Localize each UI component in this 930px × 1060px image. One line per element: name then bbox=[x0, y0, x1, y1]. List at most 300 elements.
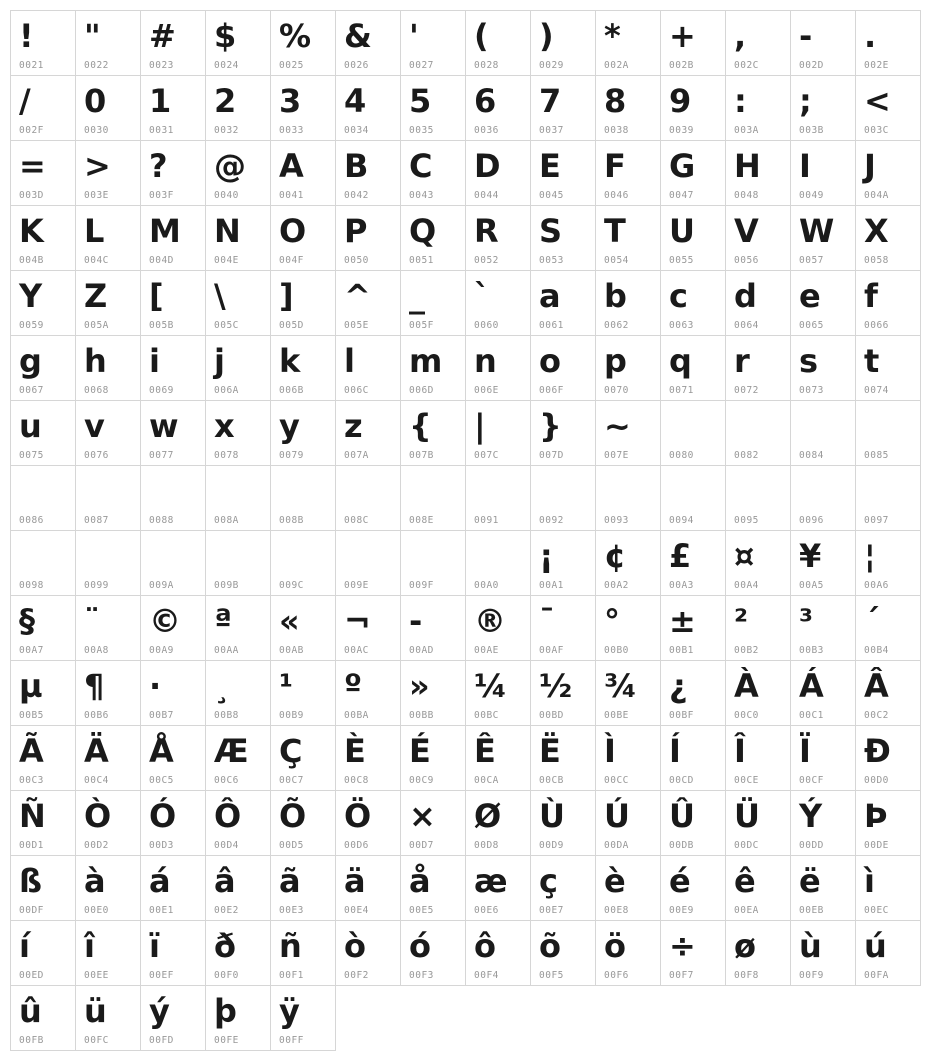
glyph-cell-0043 bbox=[401, 141, 466, 206]
codepoint-label: 004E bbox=[214, 255, 239, 266]
glyph-character: Ö bbox=[344, 797, 371, 835]
glyph-cell-0053 bbox=[531, 206, 596, 271]
codepoint-label: 00DC bbox=[734, 840, 759, 851]
codepoint-label: 0085 bbox=[864, 450, 889, 461]
glyph-cell-00F3 bbox=[401, 921, 466, 986]
glyph-cell-0097 bbox=[856, 466, 921, 531]
glyph-cell-00C2 bbox=[856, 661, 921, 726]
glyph-character: ó bbox=[409, 927, 431, 965]
codepoint-label: 00D5 bbox=[279, 840, 304, 851]
glyph-cell-0085 bbox=[856, 401, 921, 466]
glyph-cell-006C bbox=[336, 336, 401, 401]
codepoint-label: 008A bbox=[214, 515, 239, 526]
glyph-character: ¢ bbox=[604, 537, 626, 575]
codepoint-label: 0025 bbox=[279, 60, 304, 71]
glyph-character: ñ bbox=[279, 927, 302, 965]
glyph-character: Ó bbox=[149, 797, 176, 835]
codepoint-label: 0027 bbox=[409, 60, 434, 71]
glyph-cell-00F1 bbox=[271, 921, 336, 986]
codepoint-label: 00C2 bbox=[864, 710, 889, 721]
codepoint-label: 00D2 bbox=[84, 840, 109, 851]
glyph-cell-00D6 bbox=[336, 791, 401, 856]
glyph-cell-0051 bbox=[401, 206, 466, 271]
codepoint-label: 0075 bbox=[19, 450, 44, 461]
glyph-cell-0035 bbox=[401, 76, 466, 141]
codepoint-label: 00BF bbox=[669, 710, 694, 721]
glyph-character: b bbox=[604, 277, 627, 315]
glyph-cell-002E bbox=[856, 11, 921, 76]
codepoint-label: 00DD bbox=[799, 840, 824, 851]
codepoint-label: 0048 bbox=[734, 190, 759, 201]
codepoint-label: 006C bbox=[344, 385, 369, 396]
glyph-cell-00A6 bbox=[856, 531, 921, 596]
codepoint-label: 00CC bbox=[604, 775, 629, 786]
codepoint-label: 003C bbox=[864, 125, 889, 136]
glyph-cell-006A bbox=[206, 336, 271, 401]
glyph-cell-00BB bbox=[401, 661, 466, 726]
glyph-character: : bbox=[734, 82, 747, 120]
glyph-cell-0059 bbox=[11, 271, 76, 336]
glyph-character bbox=[279, 468, 333, 514]
codepoint-label: 00A2 bbox=[604, 580, 629, 591]
glyph-character: E bbox=[539, 147, 561, 185]
codepoint-label: 00DE bbox=[864, 840, 889, 851]
codepoint-label: 00B5 bbox=[19, 710, 44, 721]
glyph-character bbox=[799, 403, 853, 449]
codepoint-label: 002F bbox=[19, 125, 44, 136]
glyph-cell-005D bbox=[271, 271, 336, 336]
glyph-character: m bbox=[409, 342, 442, 380]
glyph-cell-005B bbox=[141, 271, 206, 336]
codepoint-label: 00D4 bbox=[214, 840, 239, 851]
codepoint-label: 0078 bbox=[214, 450, 239, 461]
glyph-cell-00FC bbox=[76, 986, 141, 1051]
glyph-character: Ë bbox=[539, 732, 561, 770]
glyph-character: G bbox=[669, 147, 695, 185]
codepoint-label: 00C0 bbox=[734, 710, 759, 721]
glyph-character: h bbox=[84, 342, 107, 380]
glyph-character: n bbox=[474, 342, 497, 380]
glyph-character: ¾ bbox=[604, 667, 637, 705]
glyph-cell-0072 bbox=[726, 336, 791, 401]
glyph-cell-00DA bbox=[596, 791, 661, 856]
glyph-character: Ã bbox=[19, 732, 44, 770]
glyph-character: # bbox=[149, 17, 176, 55]
glyph-cell-00D7 bbox=[401, 791, 466, 856]
glyph-character: o bbox=[539, 342, 561, 380]
glyph-character: e bbox=[799, 277, 821, 315]
glyph-character: Q bbox=[409, 212, 436, 250]
glyph-cell-00BA bbox=[336, 661, 401, 726]
glyph-cell-00E7 bbox=[531, 856, 596, 921]
codepoint-label: 00B1 bbox=[669, 645, 694, 656]
glyph-cell-00BC bbox=[466, 661, 531, 726]
glyph-cell-0054 bbox=[596, 206, 661, 271]
glyph-character: > bbox=[84, 147, 111, 185]
glyph-character: ö bbox=[604, 927, 626, 965]
glyph-character: ü bbox=[84, 992, 107, 1030]
codepoint-label: 009E bbox=[344, 580, 369, 591]
glyph-cell-0073 bbox=[791, 336, 856, 401]
glyph-cell-0049 bbox=[791, 141, 856, 206]
glyph-cell-0062 bbox=[596, 271, 661, 336]
codepoint-label: 002D bbox=[799, 60, 824, 71]
glyph-character: i bbox=[149, 342, 160, 380]
codepoint-label: 00AC bbox=[344, 645, 369, 656]
glyph-cell-0078 bbox=[206, 401, 271, 466]
glyph-character: ø bbox=[734, 927, 756, 965]
codepoint-label: 00A6 bbox=[864, 580, 889, 591]
glyph-character bbox=[344, 533, 398, 579]
glyph-cell-008C bbox=[336, 466, 401, 531]
glyph-cell-00E4 bbox=[336, 856, 401, 921]
glyph-cell-0080 bbox=[661, 401, 726, 466]
codepoint-label: 0043 bbox=[409, 190, 434, 201]
codepoint-label: 007B bbox=[409, 450, 434, 461]
codepoint-label: 00F1 bbox=[279, 970, 304, 981]
codepoint-label: 0054 bbox=[604, 255, 629, 266]
glyph-cell-00C8 bbox=[336, 726, 401, 791]
glyph-character: ¿ bbox=[669, 667, 688, 705]
codepoint-label: 00A3 bbox=[669, 580, 694, 591]
glyph-cell-00A4 bbox=[726, 531, 791, 596]
glyph-character: ¶ bbox=[84, 667, 104, 705]
glyph-character bbox=[84, 468, 138, 514]
glyph-character: Ò bbox=[84, 797, 111, 835]
glyph-character: ¦ bbox=[864, 537, 876, 575]
codepoint-label: 00F3 bbox=[409, 970, 434, 981]
codepoint-label: 00B6 bbox=[84, 710, 109, 721]
glyph-character: - bbox=[409, 602, 422, 640]
glyph-character: / bbox=[19, 82, 31, 120]
glyph-cell-00D2 bbox=[76, 791, 141, 856]
codepoint-label: 00C4 bbox=[84, 775, 109, 786]
codepoint-label: 00D3 bbox=[149, 840, 174, 851]
glyph-character: ÷ bbox=[669, 927, 696, 965]
glyph-cell-00B5 bbox=[11, 661, 76, 726]
glyph-character: + bbox=[669, 17, 696, 55]
codepoint-label: 0037 bbox=[539, 125, 564, 136]
codepoint-label: 0065 bbox=[799, 320, 824, 331]
codepoint-label: 00BA bbox=[344, 710, 369, 721]
codepoint-label: 0069 bbox=[149, 385, 174, 396]
glyph-character: C bbox=[409, 147, 432, 185]
glyph-character: ± bbox=[669, 602, 696, 640]
glyph-cell-006B bbox=[271, 336, 336, 401]
codepoint-label: 0088 bbox=[149, 515, 174, 526]
codepoint-label: 00AE bbox=[474, 645, 499, 656]
glyph-cell-0031 bbox=[141, 76, 206, 141]
glyph-character: ï bbox=[149, 927, 160, 965]
glyph-character: ¸ bbox=[214, 667, 230, 705]
codepoint-label: 003A bbox=[734, 125, 759, 136]
glyph-cell-0098 bbox=[11, 531, 76, 596]
glyph-character: - bbox=[799, 17, 812, 55]
glyph-cell-00F5 bbox=[531, 921, 596, 986]
codepoint-label: 00BC bbox=[474, 710, 499, 721]
glyph-cell-0056 bbox=[726, 206, 791, 271]
glyph-cell-0075 bbox=[11, 401, 76, 466]
glyph-cell-0025 bbox=[271, 11, 336, 76]
codepoint-label: 0099 bbox=[84, 580, 109, 591]
codepoint-label: 00B0 bbox=[604, 645, 629, 656]
glyph-cell-00AB bbox=[271, 596, 336, 661]
codepoint-label: 00D0 bbox=[864, 775, 889, 786]
glyph-character: { bbox=[409, 407, 432, 445]
glyph-cell-007B bbox=[401, 401, 466, 466]
glyph-cell-0096 bbox=[791, 466, 856, 531]
glyph-cell-00D8 bbox=[466, 791, 531, 856]
glyph-character: ; bbox=[799, 82, 812, 120]
glyph-character: µ bbox=[19, 667, 43, 705]
codepoint-label: 004C bbox=[84, 255, 109, 266]
codepoint-label: 007D bbox=[539, 450, 564, 461]
glyph-character: è bbox=[604, 862, 626, 900]
codepoint-label: 0074 bbox=[864, 385, 889, 396]
codepoint-label: 008C bbox=[344, 515, 369, 526]
glyph-character bbox=[19, 468, 73, 514]
glyph-character: í bbox=[19, 927, 30, 965]
glyph-character: v bbox=[84, 407, 105, 445]
codepoint-label: 00A1 bbox=[539, 580, 564, 591]
glyph-character: ¹ bbox=[279, 667, 293, 705]
codepoint-label: 00FD bbox=[149, 1035, 174, 1046]
glyph-character bbox=[19, 533, 73, 579]
glyph-character: Ø bbox=[474, 797, 501, 835]
codepoint-label: 0051 bbox=[409, 255, 434, 266]
glyph-cell-006D bbox=[401, 336, 466, 401]
codepoint-label: 0071 bbox=[669, 385, 694, 396]
glyph-character: Û bbox=[669, 797, 695, 835]
codepoint-label: 00A8 bbox=[84, 645, 109, 656]
glyph-character: É bbox=[409, 732, 431, 770]
glyph-table bbox=[10, 10, 921, 1051]
glyph-cell-0021 bbox=[11, 11, 76, 76]
codepoint-label: 005C bbox=[214, 320, 239, 331]
glyph-cell-0023 bbox=[141, 11, 206, 76]
codepoint-label: 0040 bbox=[214, 190, 239, 201]
codepoint-label: 002C bbox=[734, 60, 759, 71]
codepoint-label: 0039 bbox=[669, 125, 694, 136]
glyph-cell-00AA bbox=[206, 596, 271, 661]
codepoint-label: 00DF bbox=[19, 905, 44, 916]
glyph-character: 6 bbox=[474, 82, 496, 120]
glyph-character: L bbox=[84, 212, 104, 250]
glyph-cell-0022 bbox=[76, 11, 141, 76]
glyph-character: x bbox=[214, 407, 235, 445]
glyph-cell-0026 bbox=[336, 11, 401, 76]
glyph-character: È bbox=[344, 732, 366, 770]
glyph-character: 0 bbox=[84, 82, 106, 120]
glyph-cell-00C0 bbox=[726, 661, 791, 726]
glyph-cell-007E bbox=[596, 401, 661, 466]
glyph-cell-0070 bbox=[596, 336, 661, 401]
glyph-cell-0088 bbox=[141, 466, 206, 531]
glyph-character: ¨ bbox=[84, 602, 100, 640]
glyph-cell-00ED bbox=[11, 921, 76, 986]
glyph-cell-008A bbox=[206, 466, 271, 531]
codepoint-label: 007C bbox=[474, 450, 499, 461]
glyph-cell-0047 bbox=[661, 141, 726, 206]
glyph-cell-0086 bbox=[11, 466, 76, 531]
glyph-cell-00D9 bbox=[531, 791, 596, 856]
glyph-character: º bbox=[344, 667, 362, 705]
glyph-character: ` bbox=[474, 277, 490, 315]
glyph-cell-0074 bbox=[856, 336, 921, 401]
codepoint-label: 003D bbox=[19, 190, 44, 201]
glyph-character: [ bbox=[149, 277, 164, 315]
glyph-cell-0055 bbox=[661, 206, 726, 271]
glyph-character bbox=[214, 533, 268, 579]
glyph-cell-009F bbox=[401, 531, 466, 596]
glyph-character bbox=[409, 468, 463, 514]
glyph-cell-00D4 bbox=[206, 791, 271, 856]
codepoint-label: 009F bbox=[409, 580, 434, 591]
codepoint-label: 00F7 bbox=[669, 970, 694, 981]
glyph-character bbox=[734, 403, 788, 449]
glyph-character: . bbox=[864, 17, 876, 55]
glyph-cell-00C1 bbox=[791, 661, 856, 726]
glyph-character: & bbox=[344, 17, 372, 55]
glyph-character: w bbox=[149, 407, 179, 445]
glyph-cell-00DC bbox=[726, 791, 791, 856]
glyph-cell-0042 bbox=[336, 141, 401, 206]
codepoint-label: 004B bbox=[19, 255, 44, 266]
codepoint-label: 0035 bbox=[409, 125, 434, 136]
glyph-character: ( bbox=[474, 17, 489, 55]
glyph-character: © bbox=[149, 602, 181, 640]
codepoint-label: 0046 bbox=[604, 190, 629, 201]
glyph-character: å bbox=[409, 862, 431, 900]
glyph-cell-00E1 bbox=[141, 856, 206, 921]
glyph-cell-00D0 bbox=[856, 726, 921, 791]
glyph-cell-00DF bbox=[11, 856, 76, 921]
glyph-character: Ì bbox=[604, 732, 616, 770]
codepoint-label: 00C8 bbox=[344, 775, 369, 786]
glyph-character: U bbox=[669, 212, 695, 250]
glyph-character: ÿ bbox=[279, 992, 300, 1030]
glyph-character: J bbox=[864, 147, 876, 185]
glyph-character: r bbox=[734, 342, 750, 380]
glyph-cell-00D5 bbox=[271, 791, 336, 856]
glyph-cell-00A5 bbox=[791, 531, 856, 596]
glyph-cell-0061 bbox=[531, 271, 596, 336]
glyph-cell-00C5 bbox=[141, 726, 206, 791]
glyph-character: W bbox=[799, 212, 834, 250]
codepoint-label: 0030 bbox=[84, 125, 109, 136]
codepoint-label: 00C3 bbox=[19, 775, 44, 786]
codepoint-label: 0079 bbox=[279, 450, 304, 461]
codepoint-label: 009C bbox=[279, 580, 304, 591]
glyph-cell-0041 bbox=[271, 141, 336, 206]
codepoint-label: 007A bbox=[344, 450, 369, 461]
glyph-character: ° bbox=[604, 602, 620, 640]
glyph-cell-0066 bbox=[856, 271, 921, 336]
glyph-character: × bbox=[409, 797, 436, 835]
glyph-cell-00E2 bbox=[206, 856, 271, 921]
codepoint-label: 0050 bbox=[344, 255, 369, 266]
codepoint-label: 0038 bbox=[604, 125, 629, 136]
glyph-character: Á bbox=[799, 667, 824, 705]
glyph-character: , bbox=[734, 17, 746, 55]
codepoint-label: 0077 bbox=[149, 450, 174, 461]
glyph-cell-008E bbox=[401, 466, 466, 531]
glyph-cell-009E bbox=[336, 531, 401, 596]
glyph-cell-0064 bbox=[726, 271, 791, 336]
glyph-character bbox=[214, 468, 268, 514]
codepoint-label: 0073 bbox=[799, 385, 824, 396]
glyph-cell-00CF bbox=[791, 726, 856, 791]
glyph-cell-0038 bbox=[596, 76, 661, 141]
glyph-cell-0034 bbox=[336, 76, 401, 141]
glyph-cell-0069 bbox=[141, 336, 206, 401]
codepoint-label: 0047 bbox=[669, 190, 694, 201]
glyph-cell-002D bbox=[791, 11, 856, 76]
codepoint-label: 00D1 bbox=[19, 840, 44, 851]
glyph-character bbox=[539, 468, 593, 514]
glyph-cell-0068 bbox=[76, 336, 141, 401]
codepoint-label: 0055 bbox=[669, 255, 694, 266]
codepoint-label: 0049 bbox=[799, 190, 824, 201]
codepoint-label: 0029 bbox=[539, 60, 564, 71]
glyph-cell-002C bbox=[726, 11, 791, 76]
codepoint-label: 00B9 bbox=[279, 710, 304, 721]
glyph-character: 2 bbox=[214, 82, 236, 120]
glyph-cell-00B1 bbox=[661, 596, 726, 661]
codepoint-label: 003F bbox=[149, 190, 174, 201]
glyph-cell-00A2 bbox=[596, 531, 661, 596]
glyph-character: Ä bbox=[84, 732, 109, 770]
glyph-cell-0087 bbox=[76, 466, 141, 531]
glyph-character: é bbox=[669, 862, 691, 900]
glyph-cell-004C bbox=[76, 206, 141, 271]
glyph-cell-00B0 bbox=[596, 596, 661, 661]
glyph-cell-00C3 bbox=[11, 726, 76, 791]
codepoint-label: 00CE bbox=[734, 775, 759, 786]
glyph-character: ^ bbox=[344, 277, 371, 315]
glyph-cell-00E6 bbox=[466, 856, 531, 921]
codepoint-label: 00E4 bbox=[344, 905, 369, 916]
glyph-cell-0032 bbox=[206, 76, 271, 141]
glyph-character: ' bbox=[409, 17, 419, 55]
codepoint-label: 00BD bbox=[539, 710, 564, 721]
codepoint-label: 0052 bbox=[474, 255, 499, 266]
codepoint-label: 00A5 bbox=[799, 580, 824, 591]
codepoint-label: 002E bbox=[864, 60, 889, 71]
glyph-character bbox=[669, 403, 723, 449]
codepoint-label: 00BE bbox=[604, 710, 629, 721]
glyph-cell-003D bbox=[11, 141, 76, 206]
glyph-character: g bbox=[19, 342, 42, 380]
glyph-character bbox=[734, 468, 788, 514]
glyph-character: D bbox=[474, 147, 501, 185]
glyph-cell-0030 bbox=[76, 76, 141, 141]
glyph-cell-00EB bbox=[791, 856, 856, 921]
glyph-character: Ð bbox=[864, 732, 891, 770]
glyph-character: ² bbox=[734, 602, 748, 640]
glyph-character: Ç bbox=[279, 732, 302, 770]
glyph-cell-00F2 bbox=[336, 921, 401, 986]
glyph-character: à bbox=[84, 862, 106, 900]
glyph-character: Ê bbox=[474, 732, 496, 770]
glyph-cell-00CC bbox=[596, 726, 661, 791]
glyph-character: $ bbox=[214, 17, 236, 55]
glyph-character: c bbox=[669, 277, 688, 315]
glyph-character: » bbox=[409, 667, 430, 705]
glyph-character: V bbox=[734, 212, 759, 250]
glyph-character bbox=[864, 403, 918, 449]
glyph-cell-0039 bbox=[661, 76, 726, 141]
